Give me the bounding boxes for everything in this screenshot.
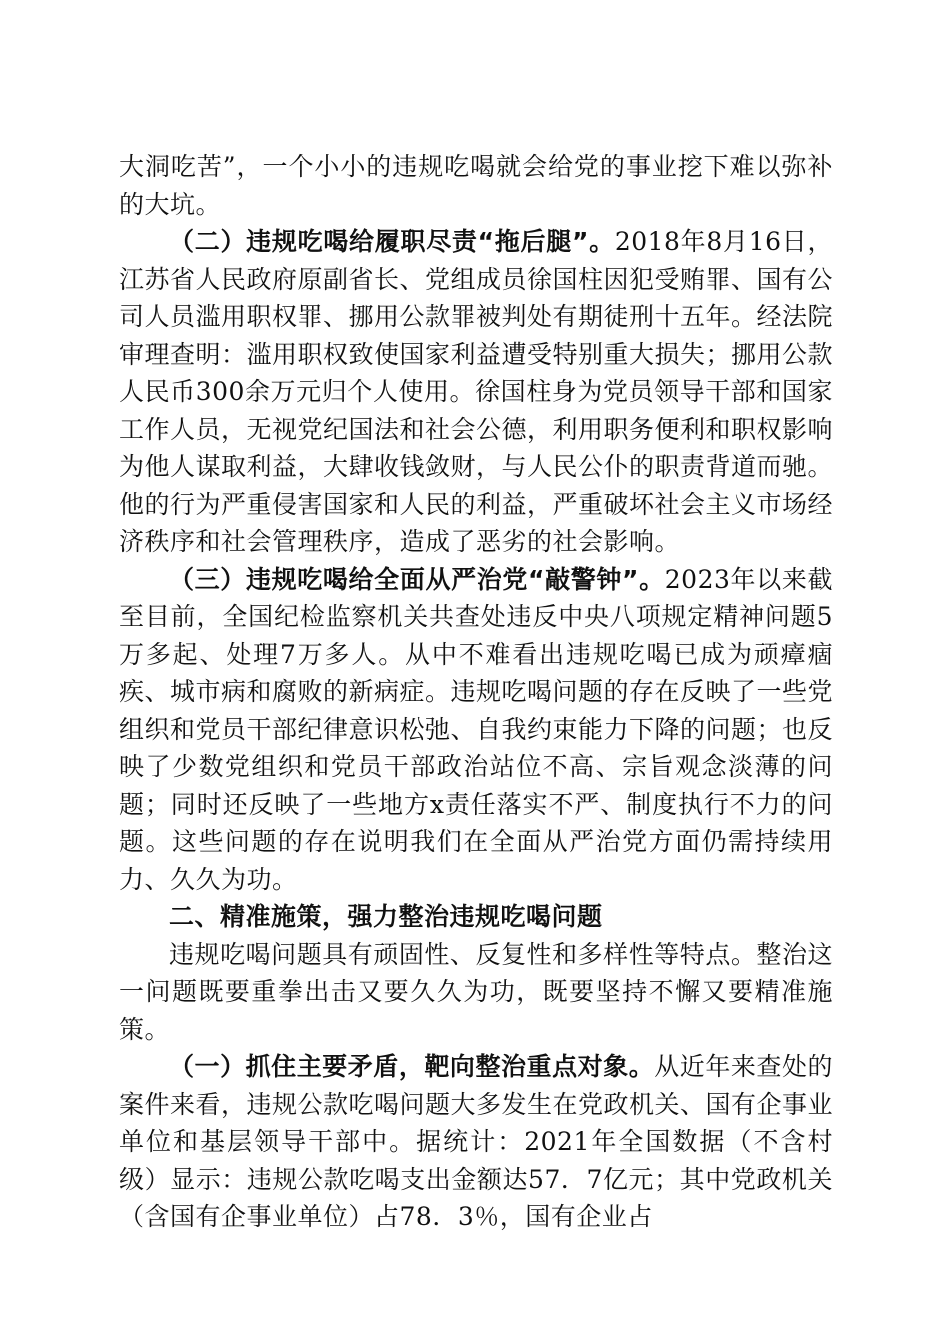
paragraph-5 (119, 1048, 833, 1236)
paragraph-2 (119, 223, 833, 561)
paragraph-4 (119, 936, 833, 1049)
paragraph-5-lead: （一）抓住主要矛盾，靶向整治重点对象。 (169, 1052, 655, 1081)
paragraph-3-lead: （三）违规吃喝给全面从严治党“敲警钟”。 (169, 564, 665, 594)
paragraph-4-text: 违规吃喝问题具有顽固性、反复性和多样性等特点。整治这一问题既要重拳出击又要久久为功，既要坚持不懈又要精准施策。 (119, 939, 833, 1044)
paragraph-2-text: 2018年8月16日，江苏省人民政府原副省长、党组成员徐国柱因犯受贿罪、国有公司人员滥用职权罪、挪用公款罪被判处有期徒刑十五年。经法院审理查明：滥用职权致使国家利益遭受特别重大损失；挪用公款人民币300余万元归个人使用。徐国柱身为党员领导干部和国家工作人员，无视党纪国法和社会公德，利用职务便利和职权影响为他人谋取利益，大肆收钱敛财，与人民公仆的职责背道而驰。他的行为严重侵害国家和人民的利益，严重破坏社会主义市场经济秩序和社会管理秩序，造成了恶劣的社会影响。 (119, 227, 834, 556)
paragraph-3 (119, 561, 833, 899)
document-page (119, 148, 833, 1236)
paragraph-1-text: 大洞吃苦”，一个小小的违规吃喝就会给党的事业挖下难以弥补的大坑。 (119, 152, 833, 219)
paragraph-3-text: 2023年以来截至目前，全国纪检监察机关共查处违反中央八项规定精神问题5万多起、处理7万多人。从中不难看出违规吃喝已成为顽瘴痼疾、城市病和腐败的新病症。违规吃喝问题的存在反映了一些党组织和党员干部纪律意识松弛、自我约束能力下降的问题；也反映了少数党组织和党员干部政治站位不高、宗旨观念淡薄的问题；同时还反映了一些地方x责任落实不严、制度执行不力的问题。这些问题的存在说明我们在全面从严治党方面仍需持续用力、久久为功。 (119, 564, 834, 894)
paragraph-1 (119, 148, 833, 223)
paragraph-5-text: 从近年来查处的案件来看，违规公款吃喝问题大多发生在党政机关、国有企事业单位和基层领导干部中。据统计：2021年全国数据（不含村级）显示：违规公款吃喝支出金额达57．7亿元；其中党政机关（含国有企事业单位）占78．3％，国有企业占 (119, 1052, 834, 1231)
section-heading-2: 二、精准施策，强力整治违规吃喝问题 (169, 902, 603, 931)
paragraph-2-lead: （二）违规吃喝给履职尽责“拖后腿”。 (169, 227, 615, 256)
